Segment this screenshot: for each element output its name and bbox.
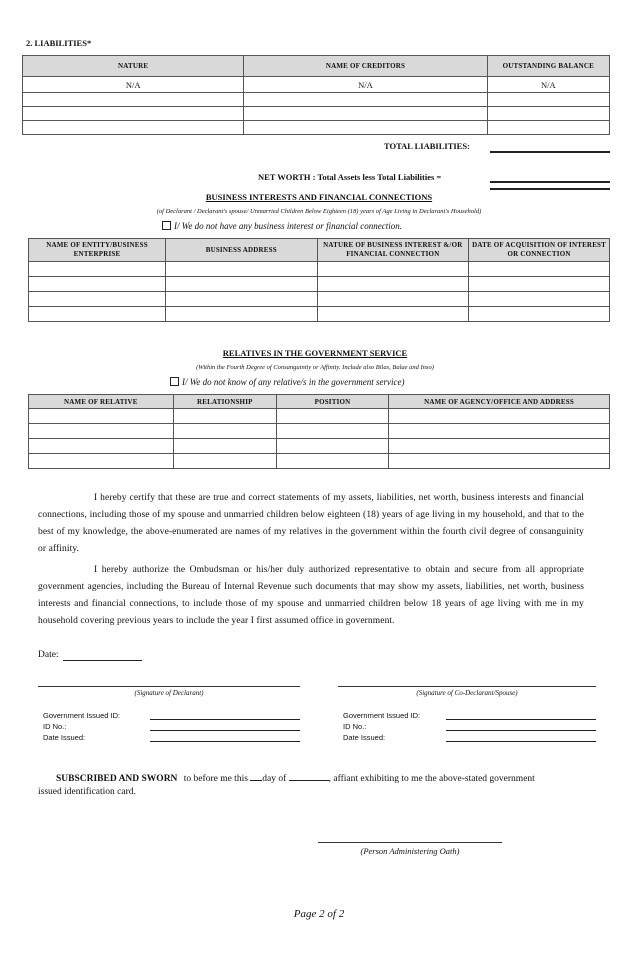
business-header-entity: NAME OF ENTITY/BUSINESS ENTERPRISE: [29, 239, 166, 262]
declarant-date-issued-label: Date Issued:: [43, 733, 86, 742]
networth-field[interactable]: [490, 181, 610, 190]
certification-paragraph: I hereby certify that these are true and correct statements of my assets, liabilities, net worth, business interests and financial connections, including those of my spouse and unmarried children below eighteen (18) years of age living in my household, and that to the best of my knowledge, the above-enumerated are names of my relatives in the government within the fourth civil degree of consanguinity or affinity.: [38, 493, 584, 554]
table-cell[interactable]: N/A: [23, 77, 244, 93]
codeclarant-date-issued-field[interactable]: [446, 741, 596, 742]
business-checkbox[interactable]: [162, 221, 402, 231]
table-cell[interactable]: [29, 307, 166, 322]
authorization-paragraph: I hereby authorize the Ombudsman or his/her duly authorized representative to obtain and secure from all appropriate government agencies, including the Bureau of Internal Revenue such documents that may show my assets, liabilities, net worth, business interests and financial connections, to include those of my spouse and unmarried children below 18 years of age living with me in my household covering previous years to include the year I first assumed office in government.: [38, 565, 584, 626]
table-cell[interactable]: [317, 307, 469, 322]
business-table: [28, 238, 610, 322]
total-liabilities-label: TOTAL LIABILITIES:: [384, 141, 470, 151]
table-cell[interactable]: [173, 424, 276, 439]
table-cell[interactable]: [23, 107, 244, 121]
table-cell[interactable]: [469, 307, 610, 322]
table-cell[interactable]: [277, 409, 389, 424]
table-cell[interactable]: N/A: [487, 77, 609, 93]
business-header-date: DATE OF ACQUISITION OF INTEREST OR CONNECTION: [469, 239, 610, 262]
table-row: [29, 307, 610, 322]
liabilities-header-creditors: NAME OF CREDITORS: [244, 56, 487, 77]
networth-label: NET WORTH : Total Assets less Total Liabilities =: [258, 172, 442, 182]
relatives-header-name: NAME OF RELATIVE: [29, 395, 174, 409]
declarant-id-field[interactable]: [150, 719, 300, 720]
table-cell[interactable]: [29, 409, 174, 424]
table-row: [29, 262, 610, 277]
checkbox-icon[interactable]: [162, 221, 171, 230]
oath-text-4: issued identification card.: [38, 787, 136, 797]
table-cell[interactable]: [277, 439, 389, 454]
business-title: BUSINESS INTERESTS AND FINANCIAL CONNECTIONS: [205, 192, 433, 202]
table-cell[interactable]: [487, 93, 609, 107]
table-cell[interactable]: [469, 262, 610, 277]
table-row: [29, 439, 610, 454]
business-header-address: BUSINESS ADDRESS: [166, 239, 317, 262]
table-cell[interactable]: [244, 93, 487, 107]
business-checkbox-label: I/ We do not have any business interest or financial connection.: [174, 221, 403, 231]
table-row: [29, 292, 610, 307]
table-cell[interactable]: [29, 292, 166, 307]
codeclarant-idno-label: ID No.:: [343, 722, 367, 731]
liabilities-table: [22, 55, 610, 135]
table-row: [23, 93, 610, 107]
table-cell[interactable]: [173, 454, 276, 469]
oath-text-1: to before me this: [183, 774, 248, 784]
table-cell[interactable]: [469, 292, 610, 307]
table-cell[interactable]: [29, 277, 166, 292]
liabilities-header-nature: NATURE: [23, 56, 244, 77]
oath-officer-signature-line[interactable]: [318, 842, 502, 843]
relatives-subtitle: (Within the Fourth Degree of Consanguinity or Affinity. Include also Bilas, Balae and Inso): [196, 364, 434, 371]
oath-month-field[interactable]: [289, 780, 329, 781]
declarant-signature-label: (Signature of Declarant): [134, 689, 204, 697]
table-cell[interactable]: [166, 292, 317, 307]
declarant-signature-line[interactable]: [38, 686, 300, 687]
relatives-table: [28, 394, 610, 469]
table-row: [23, 107, 610, 121]
table-row: [23, 121, 610, 135]
table-cell[interactable]: [166, 262, 317, 277]
table-cell[interactable]: [487, 121, 609, 135]
declarant-idno-label: ID No.:: [43, 722, 67, 731]
table-row: [23, 77, 610, 93]
table-cell[interactable]: N/A: [244, 77, 487, 93]
relatives-checkbox[interactable]: [170, 377, 405, 387]
liabilities-header-balance: OUTSTANDING BALANCE: [487, 56, 609, 77]
table-cell[interactable]: [277, 424, 389, 439]
table-cell[interactable]: [23, 121, 244, 135]
business-subtitle: (of Declarant / Declarant's spouse/ Unmarried Children Below Eighteen (18) years of Age Living in Declarant's Household): [156, 208, 482, 215]
table-cell[interactable]: [29, 439, 174, 454]
page-number: Page 2 of 2: [293, 908, 345, 920]
table-row: [29, 454, 610, 469]
table-cell[interactable]: [389, 424, 610, 439]
table-row: [29, 409, 610, 424]
codeclarant-id-label: Government Issued ID:: [343, 711, 421, 720]
table-cell[interactable]: [487, 107, 609, 121]
codeclarant-id-field[interactable]: [446, 719, 596, 720]
table-cell[interactable]: [389, 454, 610, 469]
declarant-idno-field[interactable]: [150, 730, 300, 731]
table-cell[interactable]: [389, 409, 610, 424]
table-cell[interactable]: [173, 439, 276, 454]
relatives-title: RELATIVES IN THE GOVERNMENT SERVICE: [222, 348, 408, 358]
table-cell[interactable]: [173, 409, 276, 424]
table-cell[interactable]: [29, 262, 166, 277]
table-cell[interactable]: [23, 93, 244, 107]
total-liabilities-field[interactable]: [490, 151, 610, 153]
checkbox-icon[interactable]: [170, 377, 179, 386]
date-label: Date:: [38, 650, 59, 660]
table-cell[interactable]: [317, 262, 469, 277]
oath-officer-label: (Person Administering Oath): [360, 846, 460, 856]
declarant-date-issued-field[interactable]: [150, 741, 300, 742]
oath-text-3: , affiant exhibiting to me the above-stated government: [328, 774, 535, 784]
business-header-nature: NATURE OF BUSINESS INTEREST &/OR FINANCIAL CONNECTION: [317, 239, 469, 262]
codeclarant-date-issued-label: Date Issued:: [343, 733, 386, 742]
table-cell[interactable]: [166, 277, 317, 292]
table-cell[interactable]: [244, 107, 487, 121]
codeclarant-signature-label: (Signature of Co-Declarant/Spouse): [416, 689, 518, 697]
table-cell[interactable]: [389, 439, 610, 454]
table-row: [29, 277, 610, 292]
oath-text-2: day of: [262, 774, 287, 784]
relatives-header-position: POSITION: [277, 395, 389, 409]
relatives-checkbox-label: I/ We do not know of any relative/s in the government service): [182, 377, 405, 387]
table-cell[interactable]: [469, 277, 610, 292]
date-field[interactable]: [63, 660, 142, 661]
table-cell[interactable]: [166, 307, 317, 322]
oath-day-field[interactable]: [250, 780, 262, 781]
relatives-header-relationship: RELATIONSHIP: [173, 395, 276, 409]
table-cell[interactable]: [317, 292, 469, 307]
codeclarant-signature-line[interactable]: [338, 686, 596, 687]
declarant-id-label: Government Issued ID:: [43, 711, 121, 720]
table-row: [29, 424, 610, 439]
codeclarant-idno-field[interactable]: [446, 730, 596, 731]
table-cell[interactable]: [29, 454, 174, 469]
table-cell[interactable]: [244, 121, 487, 135]
table-cell[interactable]: [317, 277, 469, 292]
oath-paragraph: [38, 773, 594, 799]
relatives-header-agency: NAME OF AGENCY/OFFICE AND ADDRESS: [389, 395, 610, 409]
table-cell[interactable]: [29, 424, 174, 439]
liabilities-heading: 2. LIABILITIES*: [26, 38, 92, 48]
table-cell[interactable]: [277, 454, 389, 469]
oath-bold-text: SUBSCRIBED AND SWORN: [56, 774, 178, 784]
